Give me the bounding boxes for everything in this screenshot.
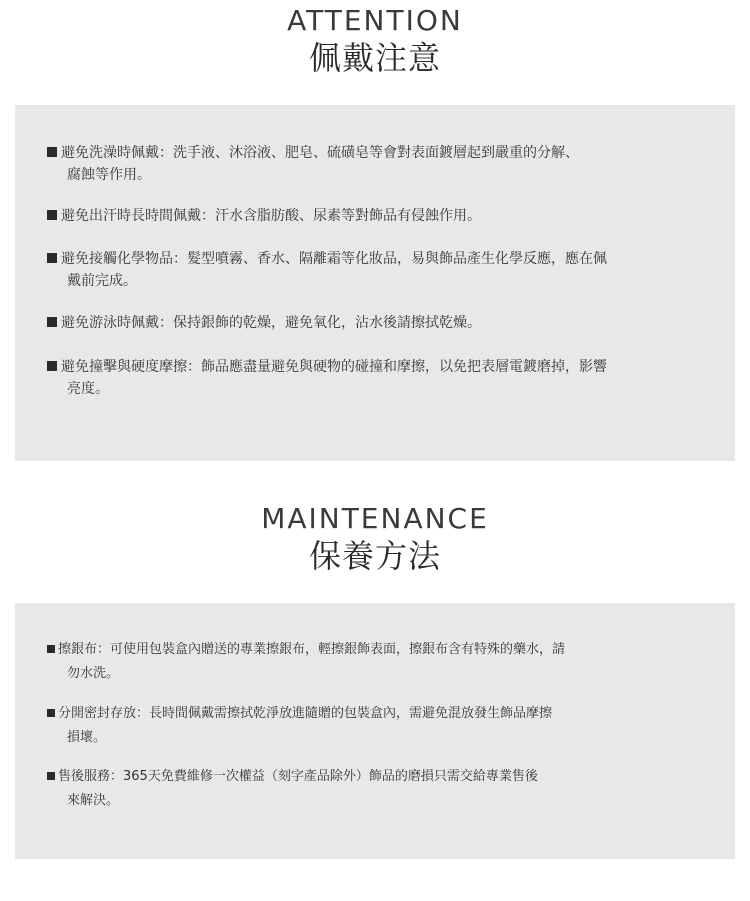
attention-title-zh: 佩戴注意 [308,39,441,77]
attention-item-text: 避免洗澡時佩戴：洗手液、沐浴液、肥皂、硫磺皂等會對表面鍍層起到嚴重的分解、 [61,145,579,161]
attention-item-text: 避免游泳時佩戴：保持銀飾的乾燥，避免氧化，沾水後請擦拭乾燥。 [61,315,481,331]
attention-panel [15,105,735,461]
attention-item-continuation: 腐蝕等作用。 [67,167,151,183]
attention-item [47,142,727,186]
square-bullet-icon [47,210,57,220]
attention-title-en: ATTENTION [287,4,463,37]
square-bullet-icon [47,361,57,371]
square-bullet-icon [47,147,57,157]
attention-item-text: 避免出汗時長時間佩戴：汗水含脂肪酸、尿素等對飾品有侵蝕作用。 [61,208,481,224]
square-bullet-icon [47,709,55,717]
maintenance-item-continuation: 來解決。 [67,793,120,808]
attention-item [47,205,727,227]
maintenance-title-zh: 保養方法 [308,537,441,575]
square-bullet-icon [47,317,57,327]
square-bullet-icon [47,772,55,780]
attention-item [47,312,727,334]
square-bullet-icon [47,253,57,263]
square-bullet-icon [47,645,55,653]
maintenance-item [47,638,727,686]
attention-item-continuation: 亮度。 [67,381,109,397]
maintenance-item-continuation: 勿水洗。 [67,666,120,681]
attention-item [47,248,727,292]
maintenance-item-text: 分開密封存放：長時間佩戴需擦拭乾淨放進隨贈的包裝盒內，需避免混放發生飾品摩擦 [58,706,553,721]
attention-item-continuation: 戴前完成。 [67,273,137,289]
maintenance-item-text: 擦銀布：可使用包裝盒內贈送的專業擦銀布，輕擦銀飾表面，擦銀布含有特殊的藥水，請 [58,642,566,657]
attention-item-text: 避免撞擊與硬度摩擦：飾品應盡量避免與硬物的碰撞和摩擦，以免把表層電鍍磨掉，影響 [61,359,607,375]
attention-item-text: 避免接觸化學物品：髮型噴霧、香水、隔離霜等化妝品，易與飾品產生化學反應，應在佩 [61,251,607,267]
maintenance-item-continuation: 損壞。 [67,730,107,745]
maintenance-panel [15,603,735,859]
maintenance-heading [0,502,750,576]
attention-item [47,356,727,400]
maintenance-item [47,765,727,813]
maintenance-title-en: MAINTENANCE [261,502,489,535]
attention-heading [0,4,750,78]
maintenance-item [47,702,727,750]
maintenance-item-text: 售後服務：365天免費維修一次權益（刻字產品除外）飾品的磨損只需交給專業售後 [58,769,538,784]
